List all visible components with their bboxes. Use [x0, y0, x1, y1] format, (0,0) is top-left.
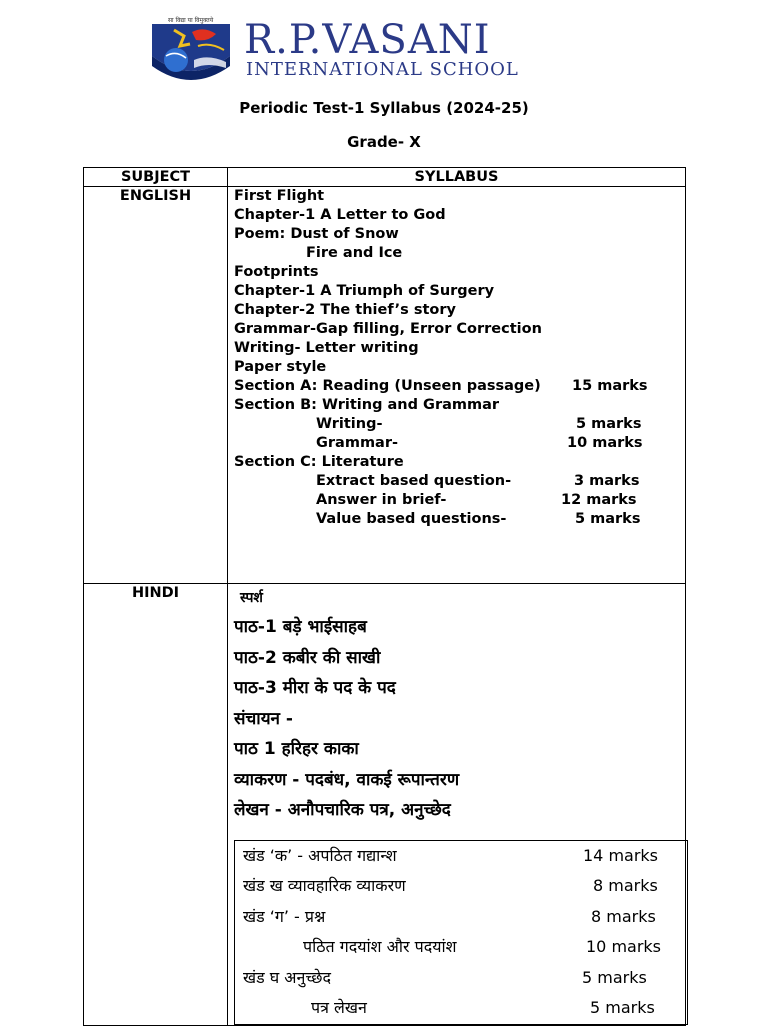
list-item: पाठ-2 कबीर की साखी — [234, 647, 381, 668]
marks-label: खंड घ अनुच्छेद — [243, 967, 331, 987]
list-item: व्याकरण - पदबंध, वाकई रूपान्तरण — [234, 769, 460, 790]
list-item: संचायन - — [234, 708, 293, 729]
list-item: Footprints — [234, 264, 319, 280]
marks-label: खंड ख व्यावहारिक व्याकरण — [243, 876, 406, 895]
school-header — [146, 16, 620, 86]
list-item: पाठ-1 बड़े भाईसाहब — [234, 617, 367, 637]
table-row-english — [84, 187, 686, 584]
marks-value: 8 marks — [593, 876, 658, 895]
marks-row — [243, 963, 687, 994]
school-name: R.P.VASANI — [244, 17, 491, 63]
list-item: Chapter-1 A Triumph of Surgery — [234, 283, 495, 299]
marks-label: खंड ‘क’ - अपठित गद्यान्श — [243, 845, 397, 865]
paper-marks: 15 marks — [572, 378, 648, 394]
paper-marks: 12 marks — [561, 492, 637, 508]
marks-value: 5 marks — [590, 998, 655, 1017]
marks-label: पत्र लेखन — [311, 998, 367, 1017]
subject-header: SUBJECT — [84, 168, 228, 187]
list-item: Grammar-Gap filling, Error Correction — [234, 321, 542, 337]
table-header-row — [84, 168, 686, 187]
paper-marks: 5 marks — [576, 416, 642, 432]
paper-label: Answer in brief- — [316, 492, 447, 508]
grade-label: Grade- X — [347, 133, 421, 151]
subject-hindi: HINDI — [84, 584, 228, 1026]
paper-marks: 3 marks — [574, 473, 640, 489]
marks-label: पठित गदयांश और पदयांश — [303, 937, 457, 956]
paper-label: Section A: Reading (Unseen passage) — [234, 378, 541, 394]
paper-label: Value based questions- — [316, 511, 507, 527]
paper-label: Grammar- — [316, 435, 399, 451]
marks-label: खंड ‘ग’ - प्रश्न — [243, 906, 326, 926]
list-item: Poem: Dust of Snow — [234, 226, 399, 242]
paper-label: Writing- — [316, 416, 383, 432]
marks-row — [243, 993, 687, 1024]
paper-row — [234, 434, 685, 453]
hindi-book-title: स्पर्श — [240, 590, 263, 606]
marks-value: 5 marks — [582, 967, 647, 987]
paper-row — [234, 396, 685, 415]
paper-label: Extract based question- — [316, 473, 512, 489]
list-item: Writing- Letter writing — [234, 340, 419, 356]
school-logo-icon — [146, 16, 236, 84]
paper-row — [234, 472, 685, 491]
syllabus-table — [83, 167, 686, 1026]
school-tagline: सा विद्या या विमुक्तये — [168, 17, 214, 24]
paper-row — [234, 415, 685, 434]
list-item: पाठ-3 मीरा के पद के पद — [234, 678, 396, 698]
marks-row — [243, 902, 687, 933]
paper-label: Section C: Literature — [234, 454, 404, 470]
paper-row — [234, 377, 685, 396]
paper-marks: 10 marks — [567, 435, 643, 451]
paper-row — [234, 491, 685, 510]
paper-row — [234, 510, 685, 529]
list-item: Chapter-2 The thief’s story — [234, 302, 456, 318]
list-item: लेखन - अनौपचारिक पत्र, अनुच्छेद — [234, 800, 451, 820]
hindi-marks-box — [234, 840, 688, 1025]
paper-marks: 5 marks — [575, 511, 641, 527]
marks-row — [243, 841, 687, 872]
paper-label: Section B: Writing and Grammar — [234, 397, 500, 413]
school-subtitle: INTERNATIONAL SCHOOL — [246, 59, 519, 80]
syllabus-hindi — [228, 584, 686, 1026]
marks-value: 10 marks — [586, 937, 662, 956]
list-item: Paper style — [234, 359, 327, 375]
subject-english: ENGLISH — [84, 187, 228, 584]
syllabus-english — [228, 187, 686, 584]
marks-row — [243, 932, 687, 963]
document-title: Periodic Test-1 Syllabus (2024-25) — [239, 99, 529, 117]
list-item: Fire and Ice — [306, 245, 403, 261]
syllabus-header: SYLLABUS — [228, 168, 686, 187]
list-item: पाठ 1 हरिहर काका — [234, 739, 359, 759]
marks-value: 8 marks — [591, 906, 656, 926]
paper-row — [234, 453, 685, 472]
list-item: Chapter-1 A Letter to God — [234, 207, 446, 223]
table-row-hindi — [84, 584, 686, 1026]
marks-value: 14 marks — [583, 845, 659, 865]
marks-row — [243, 871, 687, 902]
list-item: First Flight — [234, 188, 325, 204]
